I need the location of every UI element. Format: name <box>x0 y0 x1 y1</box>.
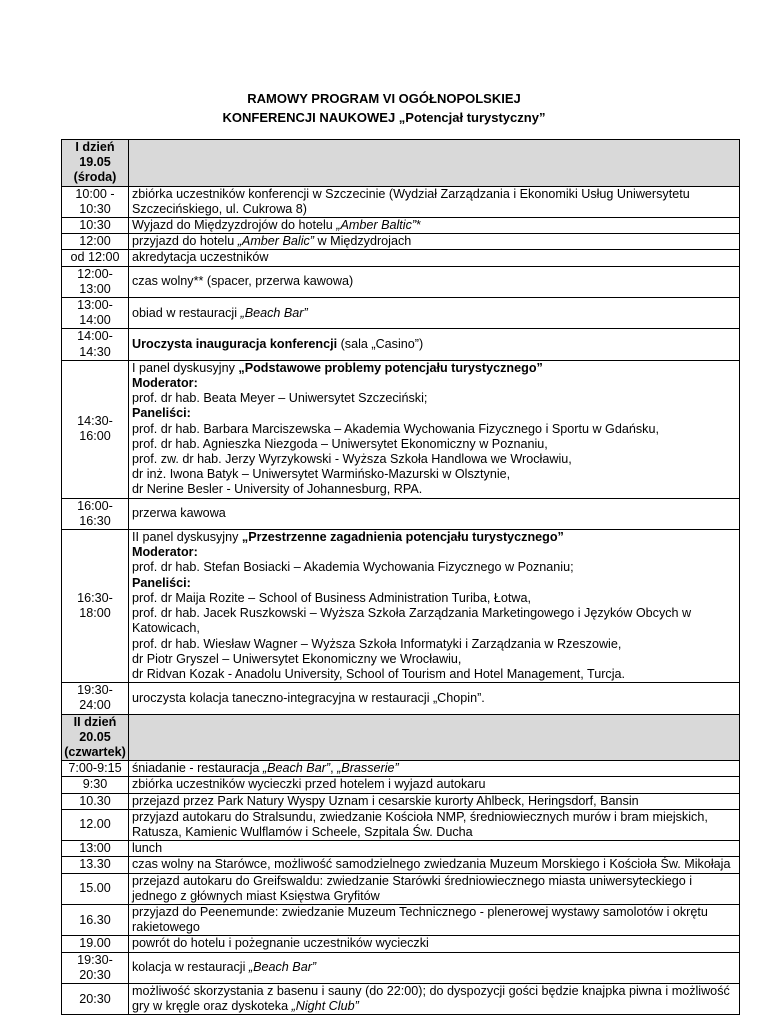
row-time: 12.00 <box>62 809 129 840</box>
table-row <box>62 904 740 935</box>
moderator-label: Moderator: <box>132 376 198 391</box>
table-row <box>62 983 740 1014</box>
panel-2-description: II panel dyskusyjny „Przestrzenne zagadnienia potencjału turystycznego” Moderator: prof. dr hab. Stefan Bosiacki – Akademia Wychowania Fizycznego w Poznaniu; Paneliści: prof. dr Maija Rozite – School of Business Administration Turiba, Łotwa, prof. dr hab. Jacek Ruszkowski – Wyższa Szkoła Zarządzania Marketingowego i Języków Obcych w Katowicach, prof. dr hab. Wiesław Wagner – Wyższa Szkoła Informatyki i Zarządzania w Rzeszowie, dr Piotr Gryszel – Uniwersytet Ekonomiczny we Wrocławiu, dr Ridvan Kozak - Anadolu University, School of Tourism and Hotel Management, Turcja. <box>129 530 740 683</box>
row-description: czas wolny na Starówce, możliwość samodzielnego zwiedzania Muzeum Morskiego i Kościoła Św. Mikołaja <box>129 857 740 873</box>
table-row <box>62 952 740 983</box>
row-description: obiad w restauracji „Beach Bar” <box>129 298 740 329</box>
row-description: przejazd przez Park Natury Wyspy Uznam i cesarskie kurorty Ahlbeck, Heringsdorf, Bansin <box>129 793 740 809</box>
row-description: uroczysta kolacja taneczno-integracyjna w restauracji „Chopin”. <box>129 683 740 714</box>
row-time: 19.00 <box>62 936 129 952</box>
row-time: 12:00-13:00 <box>62 266 129 297</box>
day-header-row <box>62 140 740 187</box>
row-description: akredytacja uczestników <box>129 250 740 266</box>
panelist: prof. dr Maija Rozite – School of Business Administration Turiba, Łotwa, <box>132 590 531 605</box>
table-row <box>62 777 740 793</box>
moderator: prof. dr hab. Beata Meyer – Uniwersytet Szczeciński; <box>132 391 428 406</box>
row-description: przyjazd do Peenemunde: zwiedzanie Muzeum Technicznego - plenerowej wystawy samolotów i okrętu rakietowego <box>129 904 740 935</box>
table-row <box>62 761 740 777</box>
table-row <box>62 360 740 498</box>
row-time: 19:30-24:00 <box>62 683 129 714</box>
row-time: 12:00 <box>62 234 129 250</box>
row-time: 16:00-16:30 <box>62 498 129 529</box>
row-time: 13:00 <box>62 841 129 857</box>
table-row <box>62 857 740 873</box>
table-row <box>62 234 740 250</box>
panelists-label: Paneliści: <box>132 575 191 590</box>
table-row <box>62 498 740 529</box>
day-1-label: I dzień 19.05 (środa) <box>62 140 129 187</box>
panelist: dr Ridvan Kozak - Anadolu University, School of Tourism and Hotel Management, Turcja. <box>132 666 626 681</box>
table-row <box>62 298 740 329</box>
row-description: zbiórka uczestników konferencji w Szczecinie (Wydział Zarządzania i Ekonomiki Usług Uniwersytetu Szczecińskiego, ul. Cukrowa 8) <box>129 186 740 217</box>
row-time: 16:30-18:00 <box>62 530 129 683</box>
panelist: dr Piotr Gryszel – Uniwersytet Ekonomiczny we Wrocławiu, <box>132 651 462 666</box>
table-row <box>62 530 740 683</box>
document-title <box>0 89 768 127</box>
day-2-label: II dzień 20.05 (czwartek) <box>62 714 129 761</box>
table-row <box>62 793 740 809</box>
row-time: 10.30 <box>62 793 129 809</box>
row-time: 20:30 <box>62 983 129 1014</box>
day-header-spacer <box>129 714 740 761</box>
row-description: kolacja w restauracji „Beach Bar” <box>129 952 740 983</box>
row-time: 10:30 <box>62 218 129 234</box>
row-description: przyjazd autokaru do Stralsundu, zwiedzanie Kościoła NMP, średniowiecznych murów i bram miejskich, Ratusza, Kamienic Wulflamów i Scheele, Szpitala Św. Ducha <box>129 809 740 840</box>
row-description: możliwość skorzystania z basenu i sauny (do 22:00); do dyspozycji gości będzie knajpka piwna i możliwość gry w kręgle oraz dyskoteka „Night Club” <box>129 983 740 1014</box>
panelist: dr inż. Iwona Batyk – Uniwersytet Warmińsko-Mazurski w Olsztynie, <box>132 467 511 482</box>
table-row <box>62 809 740 840</box>
row-description: lunch <box>129 841 740 857</box>
row-time: 10:00 - 10:30 <box>62 186 129 217</box>
row-description: powrót do hotelu i pożegnanie uczestników wycieczki <box>129 936 740 952</box>
panel-title: „Przestrzenne zagadnienia potencjału turystycznego” <box>241 530 564 545</box>
table-row <box>62 936 740 952</box>
row-time: 15.00 <box>62 873 129 904</box>
row-time: 19:30-20:30 <box>62 952 129 983</box>
table-row <box>62 250 740 266</box>
row-time: 7:00-9:15 <box>62 761 129 777</box>
panelist: dr Nerine Besler - University of Johannesburg, RPA. <box>132 482 423 497</box>
panelist: prof. dr hab. Agnieszka Niezgoda – Uniwersytet Ekonomiczny w Poznaniu, <box>132 436 548 451</box>
panelist: prof. dr hab. Wiesław Wagner – Wyższa Szkoła Informatyki i Zarządzania w Rzeszowie, <box>132 636 622 651</box>
panelist: prof. zw. dr hab. Jerzy Wyrzykowski - Wyższa Szkoła Handlowa we Wrocławiu, <box>132 452 572 467</box>
table-row <box>62 186 740 217</box>
row-time: 14:30-16:00 <box>62 360 129 498</box>
row-description: czas wolny** (spacer, przerwa kawowa) <box>129 266 740 297</box>
row-time: 13.30 <box>62 857 129 873</box>
table-row <box>62 266 740 297</box>
panelists-label: Paneliści: <box>132 406 191 421</box>
program-table <box>61 139 740 1015</box>
table-row <box>62 218 740 234</box>
moderator: prof. dr hab. Stefan Bosiacki – Akademia Wychowania Fizycznego w Poznaniu; <box>132 560 574 575</box>
row-description: Uroczysta inauguracja konferencji (sala „Casino”) <box>129 329 740 360</box>
day-header-row <box>62 714 740 761</box>
panel-1-description: I panel dyskusyjny „Podstawowe problemy potencjału turystycznego” Moderator: prof. dr hab. Beata Meyer – Uniwersytet Szczeciński; Paneliści: prof. dr hab. Barbara Marciszewska – Akademia Wychowania Fizycznego i Sportu w Gdańsku, prof. dr hab. Agnieszka Niezgoda – Uniwersytet Ekonomiczny w Poznaniu, prof. zw. dr hab. Jerzy Wyrzykowski - Wyższa Szkoła Handlowa we Wrocławiu, dr inż. Iwona Batyk – Uniwersytet Warmińsko-Mazurski w Olsztynie, dr Nerine Besler - University of Johannesburg, RPA. <box>129 360 740 498</box>
moderator-label: Moderator: <box>132 545 198 560</box>
row-description: przyjazd do hotelu „Amber Balic” w Międzydrojach <box>129 234 740 250</box>
panelist: prof. dr hab. Jacek Ruszkowski – Wyższa Szkoła Zarządzania Marketingowego i Języków Obcych w Katowicach, <box>132 606 692 636</box>
row-description: przejazd autokaru do Greifswaldu: zwiedzanie Starówki średniowiecznego miasta uniwersyteckiego i jednego z głównych miast Księstwa Gryfitów <box>129 873 740 904</box>
row-description: przerwa kawowa <box>129 498 740 529</box>
title-line-1: RAMOWY PROGRAM VI OGÓŁNOPOLSKIEJ <box>247 91 521 106</box>
row-description: Wyjazd do Międzyzdrojów do hotelu „Amber Baltic”* <box>129 218 740 234</box>
title-line-2: KONFERENCJI NAUKOWEJ „Potencjał turystyczny” <box>222 110 546 125</box>
panelist: prof. dr hab. Barbara Marciszewska – Akademia Wychowania Fizycznego i Sportu w Gdańsku, <box>132 421 659 436</box>
row-time: 14:00-14:30 <box>62 329 129 360</box>
table-row <box>62 873 740 904</box>
panel-title: „Podstawowe problemy potencjału turystycznego” <box>238 360 543 375</box>
row-description: zbiórka uczestników wycieczki przed hotelem i wyjazd autokaru <box>129 777 740 793</box>
row-time: 13:00-14:00 <box>62 298 129 329</box>
row-time: od 12:00 <box>62 250 129 266</box>
table-row <box>62 683 740 714</box>
row-description: śniadanie - restauracja „Beach Bar”, „Brasserie” <box>129 761 740 777</box>
row-time: 16.30 <box>62 904 129 935</box>
day-header-spacer <box>129 140 740 187</box>
row-time: 9:30 <box>62 777 129 793</box>
table-row <box>62 841 740 857</box>
table-row <box>62 329 740 360</box>
